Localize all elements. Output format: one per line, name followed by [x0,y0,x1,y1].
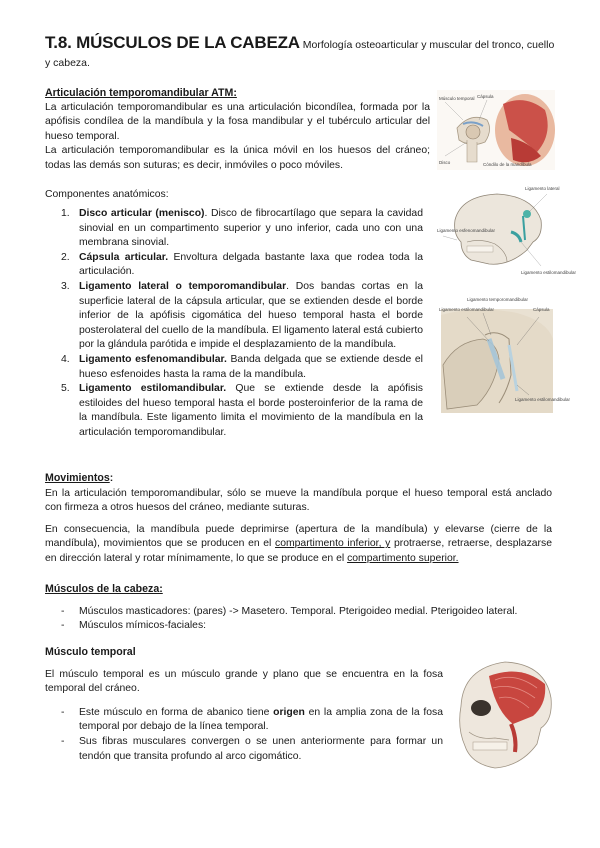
temporal-paragraph: El músculo temporal es un músculo grande y plano que se encuentra en la fosa temporal del cráneo. [45,668,443,695]
page-subtitle: Morfología osteoarticular y muscular del tronco, cuello y cabeza. [45,39,555,69]
component-item: 5. Ligamento estilomandibular. Que se extiende desde la apófisis estiloides del hueso temporal hasta el borde posteroinferior de la rama de la mandíbula. Este ligamento limita el movimiento de la mandíbula en la articulación temporomandibular. [61,383,423,438]
atm-section [45,86,430,202]
component-term: Ligamento lateral o temporomandibular [79,280,287,292]
list-item: - Músculos mímicos-faciales: [61,620,207,632]
figure-tmj-ligaments-detail [437,295,571,415]
musculos-list [45,605,555,634]
atm-paragraph-2: La articulación temporomandibular es la única móvil en los huesos del cráneo; todas las demás son suturas; es decir, inmóviles o poco móviles. [45,145,430,171]
figure-label: Cóndilo de la mandíbula [483,162,532,167]
movimientos-paragraph-2: En consecuencia, la mandíbula puede deprimirse (apertura de la mandíbula) y elevarse (cierre de la mandíbula), movimientos que se producen en el compartimento inferior, y protraerse, retraerse, desplazarse en dirección lateral y rotar mínimamente, lo que se produce en el compartimento superior. [45,523,552,564]
movimientos-section: Movimientos: En la articulación temporomandibular, sólo se mueve la mandíbula porque el hueso temporal está anclado con firmeza a otros huesos del cráneo, mediante suturas. En consecuencia, la mandíbula puede deprimirse (apertura de la mandíbula) y elevarse (cierre de la mandíbula), movimientos que se producen en el compartimento inferior, y protraerse, retraerse, desplazarse en dirección lateral y rotar mínimamente, lo que se produce en el compartimento superior. [45,471,552,567]
figure-label: Cápsula [477,94,494,99]
movimientos-paragraph-1: En la articulación temporomandibular, sólo se mueve la mandíbula porque el hueso temporal está anclado con firmeza a otros huesos del cráneo, mediante suturas. [45,487,552,514]
components-list-wrap [45,207,423,441]
figure-label: Disco [439,160,451,165]
temporal-heading: Músculo temporal [45,646,136,658]
movimientos-heading: Movimientos [45,472,110,484]
musculos-section [45,582,555,634]
figure-temporal-muscle [451,654,555,772]
figure-skull-ligaments [437,180,577,280]
component-item: 1. Disco articular (menisco). Disco de fibrocartílago que separa la cavidad sinovial en un compartimento superior y uno inferior, cada uno con una membrana sinovial. [61,208,423,249]
figure-label: Ligamento estilomandibular [515,397,571,402]
page-title-block [45,34,557,72]
atm-paragraph-1: La articulación temporomandibular es una articulación bicondílea, formada por la apófisis condílea de la mandíbula y la fosa mandibular y el tubérculo articular del hueso temporal. [45,101,430,142]
figure-label: Ligamento esfenomandibular [437,228,496,233]
figure-tmj-section [437,90,555,170]
component-item: 2. Cápsula articular. Envoltura delgada bastante laxa que rodea toda la articulación. [61,251,423,278]
temporal-section [45,645,443,764]
list-item: - Sus fibras musculares convergen o se unen anteriormente para formar un tendón que transita profundo al arco cigomático. [61,735,443,762]
figure-label: Ligamento estilomandibular [439,307,495,312]
figure-label: Ligamento temporomandibular [467,297,529,302]
list-item: - Músculos masticadores: (pares) -> Masetero. Temporal. Pterigoideo medial. Pterigoideo lateral. [61,605,518,617]
atm-heading: Articulación temporomandibular ATM: [45,87,237,99]
figure-label: Músculo temporal [439,96,475,101]
component-item: 4. Ligamento esfenomandibular. Banda delgada que se extiende desde el hueso esfenoides hasta la rama de la mandíbula. [61,353,423,380]
figure-label: Ligamento lateral [525,186,560,191]
figure-label: Ligamento estilomandibular [521,270,577,275]
temporal-list [45,706,443,764]
tmj-detail-illustration [437,295,571,415]
temporal-muscle-illustration [451,654,555,772]
tmj-section-illustration [437,90,555,170]
musculos-heading: Músculos de la cabeza: [45,583,163,595]
component-term: Ligamento estilomandibular. [79,383,227,395]
component-term: Ligamento esfenomandibular. [79,353,227,365]
page-title: T.8. MÚSCULOS DE LA CABEZA [45,33,300,52]
list-item: - Este músculo en forma de abanico tiene origen en la amplia zona de la fosa temporal por debajo de la línea temporal. [61,706,443,733]
figure-label: Cápsula [533,307,550,312]
components-list [45,207,423,441]
component-term: Cápsula articular. [79,251,169,263]
skull-ligaments-illustration [437,180,577,280]
component-item: 3. Ligamento lateral o temporomandibular. Dos bandas cortas en la superficie lateral de la cápsula articular, que se extienden desde el borde inferior de la apófisis cigomática del hueso temporal hasta el borde posterolateral del cuello de la mandíbula. El ligamento lateral está cubierto por la glándula parótida e impide el desplazamiento de la mandíbula. [61,280,423,351]
component-term: Disco articular (menisco) [79,208,205,219]
components-label: Componentes anatómicos: [45,188,169,200]
